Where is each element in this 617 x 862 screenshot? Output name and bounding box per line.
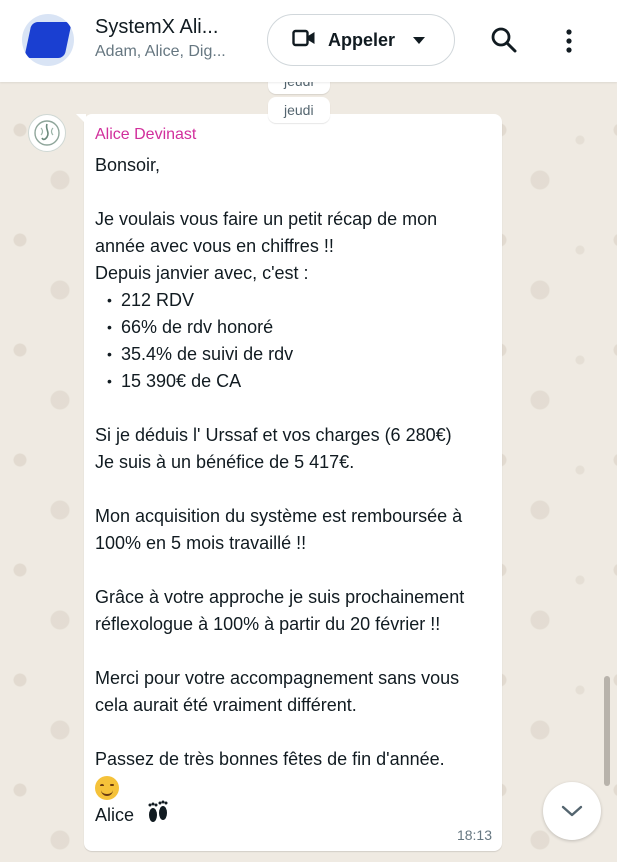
emoji-line <box>95 773 491 800</box>
menu-button[interactable] <box>551 23 587 59</box>
signature-line <box>95 800 491 832</box>
message-line: année avec vous en chiffres !! <box>95 236 334 256</box>
call-button[interactable] <box>267 14 455 66</box>
list-item-text: 15 390€ de CA <box>121 371 242 391</box>
search-icon <box>486 23 522 59</box>
search-button[interactable] <box>486 23 522 59</box>
list-item: • 35.4% de suivi de rdv <box>107 341 491 368</box>
blank-line <box>95 179 491 206</box>
list-item-text: 66% de rdv honoré <box>121 317 274 337</box>
scrollbar-thumb[interactable] <box>604 676 610 786</box>
smiling-face-emoji-icon <box>95 776 119 800</box>
message-text <box>95 152 491 832</box>
message-line: Bonsoir, <box>95 155 161 175</box>
sender-avatar[interactable] <box>28 114 66 152</box>
message-line: Grâce à votre approche je suis prochainement <box>95 587 465 607</box>
message-bubble[interactable] <box>84 114 502 851</box>
message-line: Si je déduis l' Urssaf et vos charges (6 280€) <box>95 425 452 445</box>
message-line: Passez de très bonnes fêtes de fin d'année. <box>95 749 445 769</box>
date-chip: jeudi <box>268 97 330 123</box>
chat-title[interactable]: SystemX Ali... <box>95 16 219 38</box>
list-item: • 66% de rdv honoré <box>107 314 491 341</box>
message-timestamp: 18:13 <box>456 827 492 843</box>
group-avatar[interactable] <box>22 14 74 66</box>
group-logo <box>24 22 72 58</box>
message-line: cela aurait été vraiment différent. <box>95 695 357 715</box>
chevron-down-icon <box>560 804 584 818</box>
message-line: 100% en 5 mois travaillé !! <box>95 533 307 553</box>
blank-line <box>95 719 491 746</box>
message-line: Je suis à un bénéfice de 5 417€. <box>95 452 355 472</box>
blank-line <box>95 638 491 665</box>
sender-avatar-logo <box>32 118 62 148</box>
message-line: Mon acquisition du système est remboursée à <box>95 506 463 526</box>
footprints-emoji-icon <box>145 800 171 832</box>
message-line: Depuis janvier avec, c'est : <box>95 263 309 283</box>
message-line: réflexologue à 100% à partir du 20 février !! <box>95 614 441 634</box>
sender-name[interactable]: Alice Devinast <box>95 126 197 143</box>
video-camera-icon <box>292 29 316 52</box>
message-line: Merci pour votre accompagnement sans vous <box>95 668 460 688</box>
list-item-text: 35.4% de suivi de rdv <box>121 344 294 364</box>
list-item: • 212 RDV <box>107 287 491 314</box>
chat-members[interactable]: Adam, Alice, Dig... <box>95 43 226 60</box>
blank-line <box>95 557 491 584</box>
kebab-menu-icon <box>565 28 573 54</box>
caret-down-icon[interactable] <box>413 37 425 44</box>
chat-header <box>0 0 617 82</box>
list-item-text: 212 RDV <box>121 290 195 310</box>
scroll-to-bottom-button[interactable] <box>543 782 601 840</box>
signature: Alice <box>95 805 135 825</box>
blank-line <box>95 476 491 503</box>
call-button-label: Appeler <box>328 29 396 50</box>
message-line: Je voulais vous faire un petit récap de mon <box>95 209 438 229</box>
list-item: • 15 390€ de CA <box>107 368 491 395</box>
blank-line <box>95 395 491 422</box>
